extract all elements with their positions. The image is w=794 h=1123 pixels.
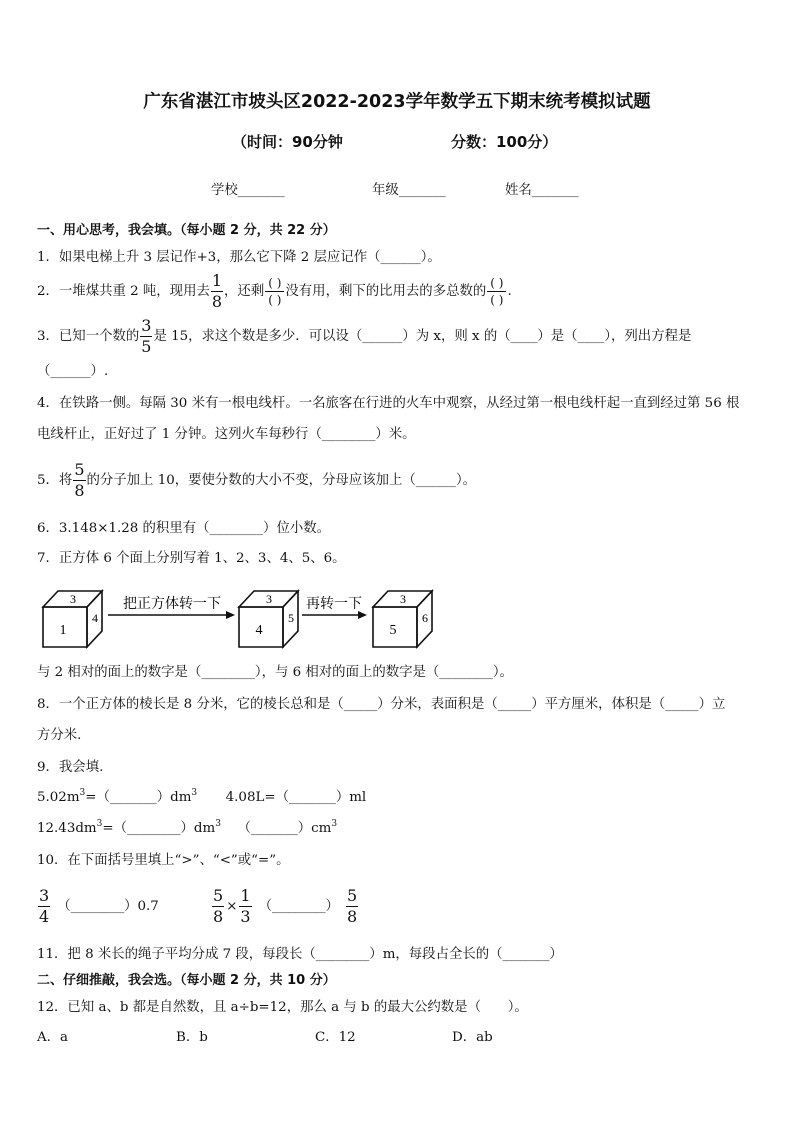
superscript-3: 3: [79, 788, 86, 798]
cube-1-front: 1: [59, 623, 67, 638]
question-5: [37, 462, 476, 499]
fraction-numerator: ( ): [487, 277, 506, 292]
fraction-numerator: 1: [211, 271, 223, 290]
q9-r2-b: =（________）dm: [102, 821, 216, 836]
fraction-one-third: [239, 888, 251, 925]
question-11: 11．把 8 米长的绳子平均分成 7 段，每段长（________）m，每段占全长的（_______）: [37, 947, 563, 962]
name-field: 姓名_______: [505, 183, 579, 198]
option-c[interactable]: C．12: [315, 1030, 356, 1045]
question-10-expr-a: [37, 888, 159, 925]
question-3-line-2: （______）.: [37, 364, 109, 379]
cube-1-side: 4: [92, 611, 98, 625]
school-field: 学校_______: [211, 183, 285, 198]
question-10-expr-b: [211, 888, 359, 925]
q9-r2-a: 12.43dm: [37, 821, 97, 836]
superscript-3: 3: [96, 819, 103, 829]
fraction-one-eighth: [211, 273, 223, 310]
question-8: 8．一个正方体的棱长是 8 分米，它的棱长总和是（_____）分米，表面积是（_____）平方厘米，体积是（_____）立: [37, 697, 726, 712]
fraction-numerator: ( ): [265, 277, 284, 292]
superscript-3: 3: [191, 788, 198, 798]
question-10: 10．在下面括号里填上“>”、“<”或“=”。: [37, 853, 290, 868]
arrow-1-label: 把正方体转一下: [123, 596, 221, 612]
page-title: 广东省湛江市坡头区2022-2023学年数学五下期末统考模拟试题: [143, 92, 651, 112]
fraction-numerator: 1: [240, 886, 251, 905]
superscript-3: 3: [215, 819, 221, 829]
fraction-numerator: 5: [213, 886, 224, 905]
fraction-denominator: 5: [141, 337, 152, 356]
question-3: [37, 318, 691, 355]
cube-2-front: 4: [255, 623, 263, 638]
fraction-five-eighths: [73, 462, 85, 499]
fraction-five-eighths: [212, 888, 224, 925]
q10-b-blank: （________）: [258, 898, 339, 914]
fraction-blank: [265, 277, 284, 306]
q2-text-4: .: [507, 283, 512, 299]
question-4-line-2: 电线杆止，正好过了 1 分钟。这列火车每秒行（________）米。: [37, 427, 416, 442]
q9-r1-c: 4.08L=（_______）ml: [225, 790, 367, 805]
cube-2-side: 5: [288, 611, 294, 625]
fraction-numerator: 3: [39, 886, 50, 905]
q9-r1-a: 5.02m: [37, 790, 80, 805]
q2-text-2: ，还剩: [224, 283, 265, 299]
question-9-row-1: [37, 789, 366, 807]
times-sign: ×: [226, 898, 238, 914]
q10-a-blank: （________）0.7: [57, 898, 159, 914]
cube-rotation-figure: [40, 586, 440, 652]
option-b[interactable]: B．b: [176, 1030, 208, 1045]
cube-2-top: 3: [266, 592, 272, 606]
cube-rotation-svg: [40, 586, 440, 652]
question-7-answer: 与 2 相对的面上的数字是（________），与 6 相对的面上的数字是（________）。: [37, 665, 513, 680]
fraction-denominator: 8: [346, 907, 358, 926]
question-6: 6．3.148×1.28 的积里有（________）位小数。: [37, 521, 331, 536]
fraction-denominator: 8: [211, 292, 223, 311]
question-4: 4．在铁路一侧。每隔 30 米有一根电线杆。一名旅客在行进的火车中观察，从经过第一根电线杆起一直到经过第 56 根: [37, 396, 740, 411]
arrow-2-head: [358, 611, 367, 619]
section-title: 一、用心思考，我会填。（每小题 2 分，共 22 分）: [37, 223, 336, 238]
grade-field: 年级_______: [372, 183, 446, 198]
cube-3-top: 3: [400, 592, 406, 606]
cube-3-front: 5: [389, 623, 397, 638]
fraction-denominator: ( ): [490, 293, 504, 307]
question-7: 7．正方体 6 个面上分别写着 1、2、3、4、5、6。: [37, 551, 346, 566]
arrow-1-head: [226, 611, 235, 619]
fraction-three-quarters: [38, 888, 50, 925]
fraction-numerator: 5: [74, 460, 85, 479]
option-d[interactable]: D．ab: [452, 1030, 493, 1045]
exam-time: （时间：90分钟: [232, 133, 343, 151]
arrow-2-label: 再转一下: [306, 596, 362, 612]
question-9: 9．我会填.: [37, 760, 104, 775]
cube-1-top: 3: [70, 592, 76, 606]
q5-text-1: 5．将: [37, 472, 73, 488]
q5-text-2: 的分子加上 10，要使分数的大小不变，分母应该加上（______）。: [86, 472, 477, 488]
q2-text-3: 没有用，剩下的比用去的多总数的: [285, 283, 487, 299]
option-a[interactable]: A．a: [37, 1030, 69, 1045]
q3-text-1: 3．已知一个数的: [37, 328, 140, 344]
question-12: 12．已知 a、b 都是自然数，且 a÷b=12，那么 a 与 b 的最大公约数是（ ）。: [37, 1000, 528, 1015]
question-1: 1．如果电梯上升 3 层记作+3，那么它下降 2 层应记作（______）。: [37, 250, 441, 265]
exam-score: 分数：100分）: [451, 133, 558, 151]
superscript-3: 3: [331, 819, 338, 829]
cube-3-side: 6: [422, 611, 428, 625]
question-9-row-2: [37, 820, 337, 838]
q3-text-2: 是 15，求这个数是多少．可以设（______）为 x，则 x 的（____）是（____），列出方程是: [153, 328, 692, 344]
fraction-denominator: ( ): [268, 293, 282, 307]
q2-text-1: 2．一堆煤共重 2 吨，现用去: [37, 283, 210, 299]
fraction-blank: [487, 277, 506, 306]
q9-r1-b: =（_______）dm: [85, 790, 192, 805]
fraction-denominator: 8: [74, 481, 85, 500]
fraction-three-fifths: [140, 318, 152, 355]
fraction-five-eighths: [346, 888, 358, 925]
section-title: 二、仔细推敲，我会选。（每小题 2 分，共 10 分）: [37, 973, 336, 988]
fraction-denominator: 4: [39, 907, 50, 926]
fraction-numerator: 3: [141, 316, 152, 335]
question-8-line-2: 方分米.: [37, 728, 82, 743]
q9-r2-c: （_______）cm: [237, 821, 332, 836]
question-2: [37, 273, 512, 310]
fraction-numerator: 5: [346, 886, 358, 905]
fraction-denominator: 3: [240, 907, 251, 926]
fraction-denominator: 8: [213, 907, 224, 926]
